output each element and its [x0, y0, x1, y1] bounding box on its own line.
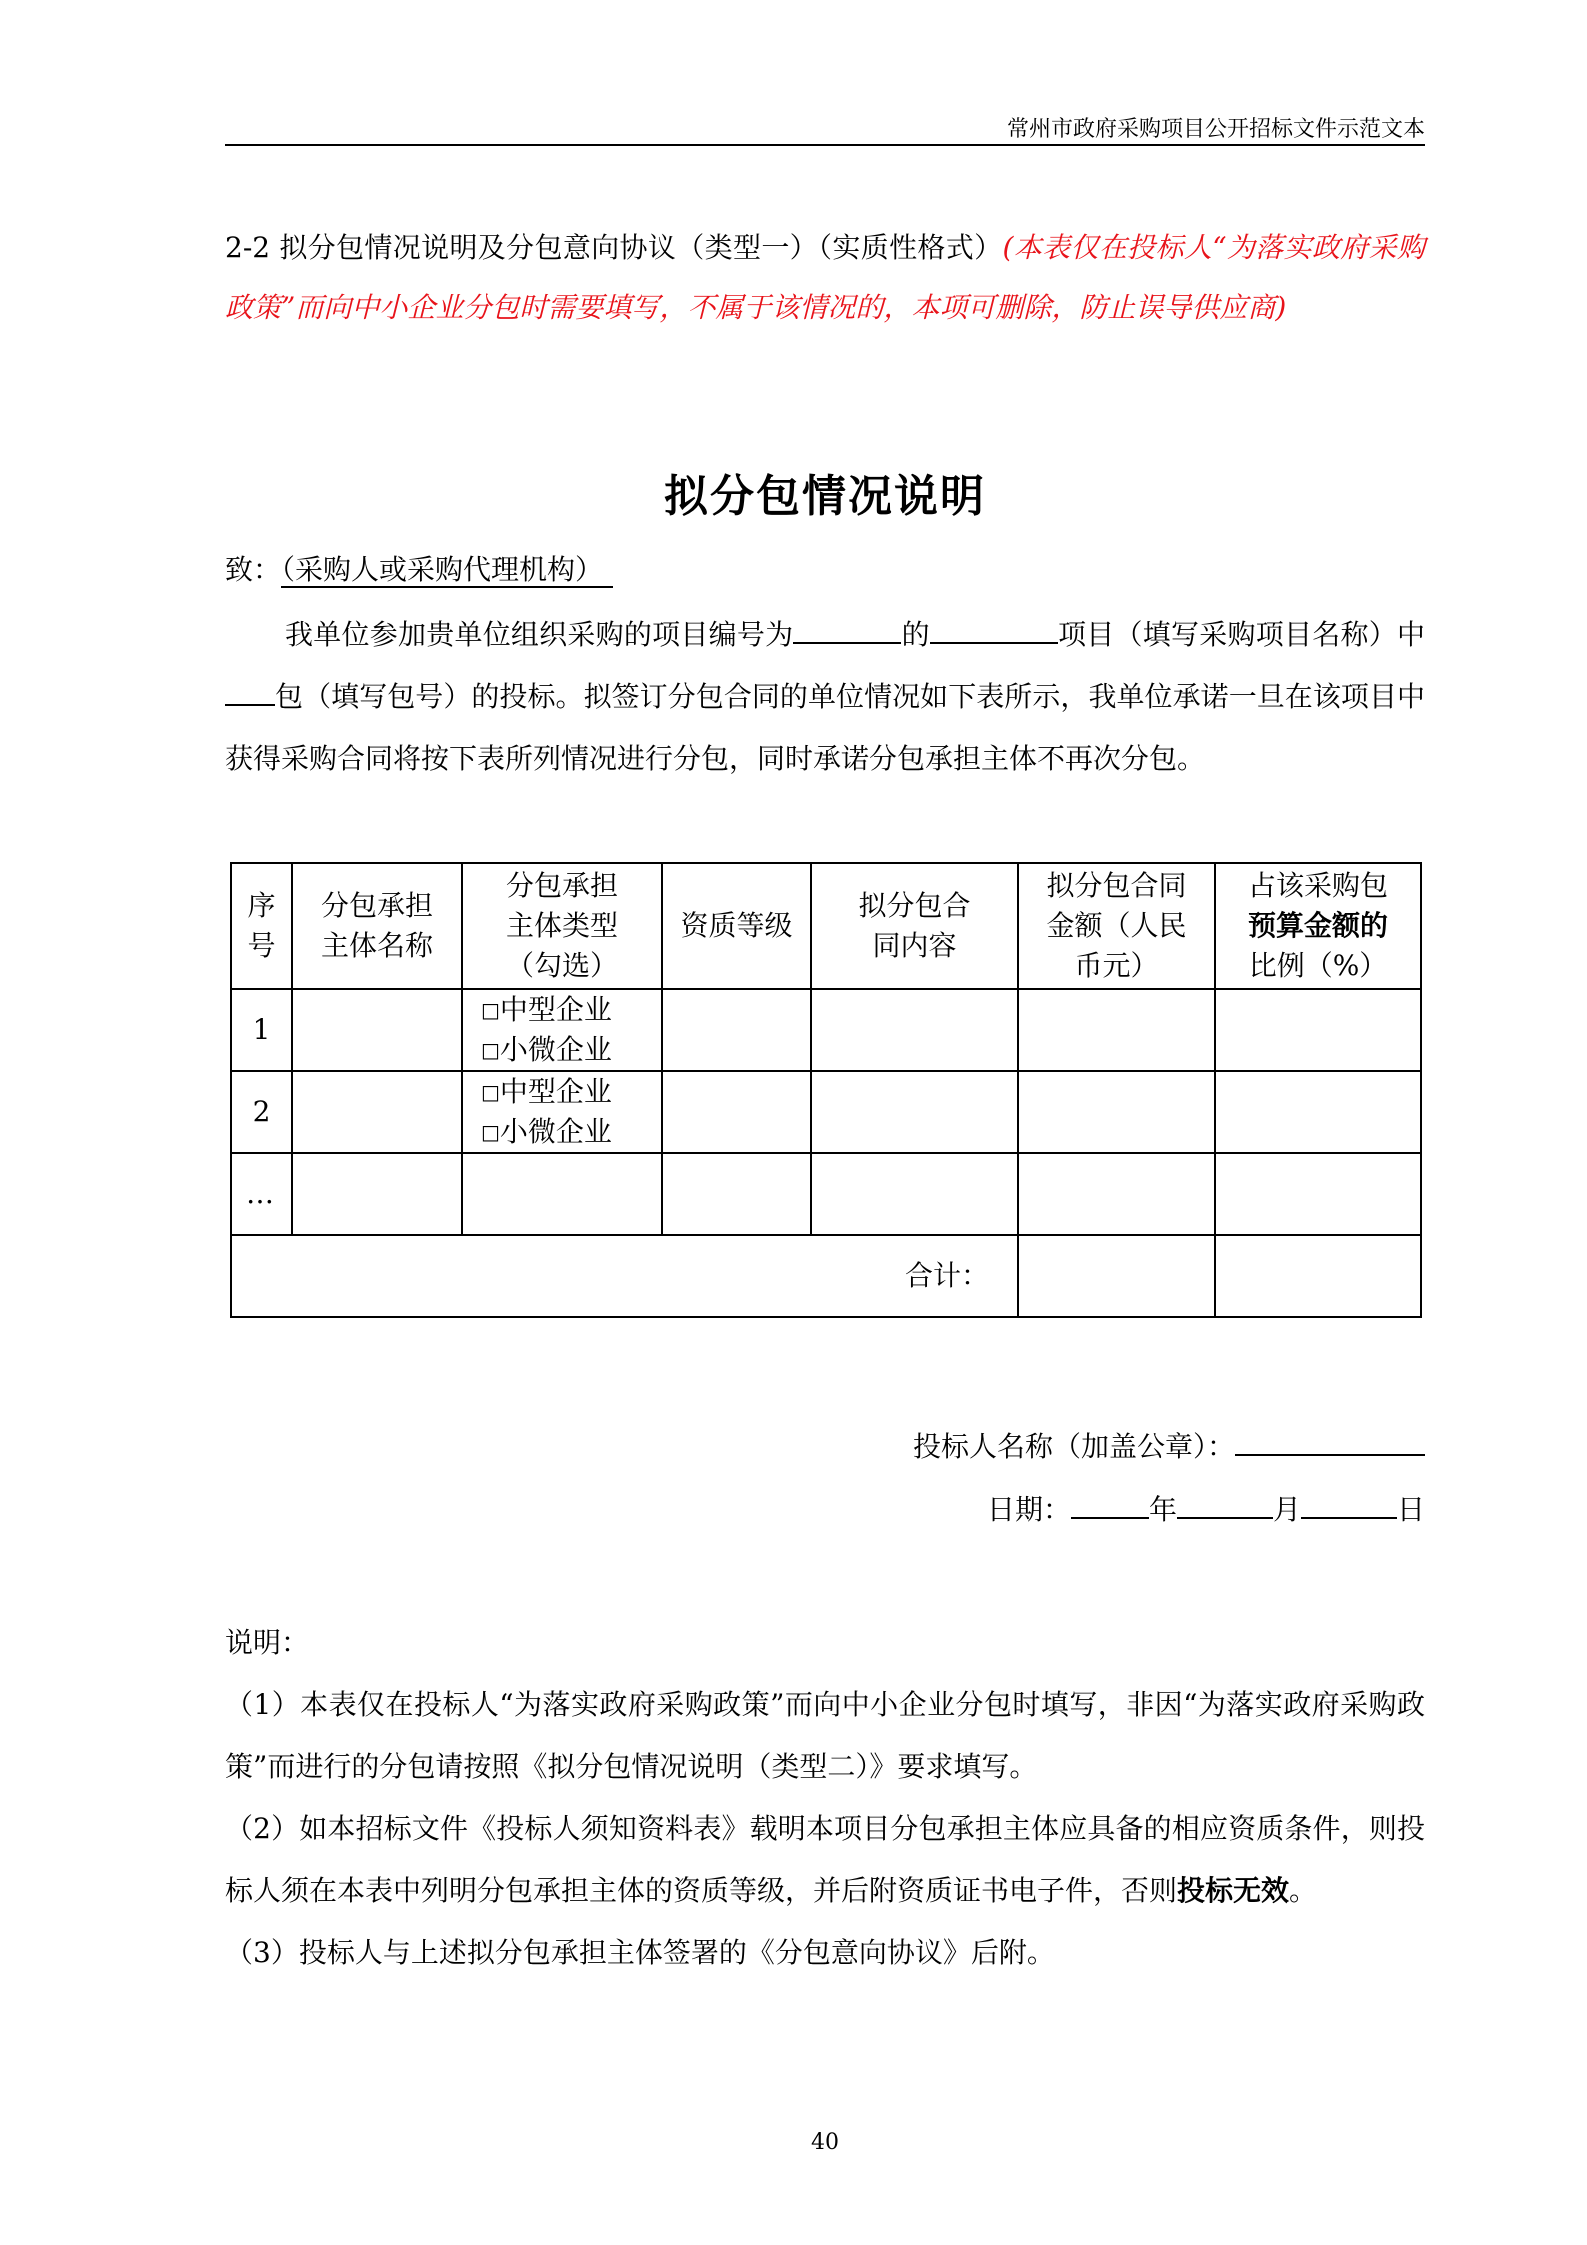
budget-ratio-cell[interactable]	[1215, 1071, 1421, 1153]
table-header-row	[231, 863, 1421, 989]
body-paragraph	[225, 604, 1425, 790]
body-text-1: 我单位参加贵单位组织采购的项目编号为	[285, 618, 794, 651]
header-rule	[225, 144, 1425, 146]
option-small[interactable]	[481, 1112, 657, 1152]
month-blank[interactable]	[1177, 1489, 1273, 1519]
total-label: 合计：	[231, 1235, 1018, 1317]
year-label: 年	[1148, 1493, 1177, 1526]
qualification-cell[interactable]	[662, 1071, 811, 1153]
note-2-bold: 投标无效	[1177, 1874, 1290, 1907]
addressee-recipient: （采购人或采购代理机构）	[281, 553, 613, 588]
sub-name-cell[interactable]	[292, 1071, 462, 1153]
row-number: …	[231, 1153, 292, 1235]
checkbox-icon[interactable]: □	[481, 1038, 500, 1062]
budget-ratio-cell[interactable]	[1215, 989, 1421, 1071]
budget-ratio-cell[interactable]	[1215, 1153, 1421, 1235]
header-sub-type-text: 分包承担主体类型（勾选）	[505, 869, 618, 982]
body-text-3: 项目（填写采购项目名称）中	[1057, 618, 1425, 651]
date-line	[225, 1488, 1425, 1532]
page-number: 40	[811, 2130, 839, 2155]
project-number-blank[interactable]	[793, 614, 901, 644]
contract-content-cell[interactable]	[811, 989, 1018, 1071]
option-small-label: 小微企业	[499, 1115, 612, 1148]
date-label: 日期：	[986, 1493, 1071, 1526]
note-2-end: 。	[1289, 1874, 1318, 1907]
contract-amount-cell[interactable]	[1018, 1071, 1215, 1153]
total-amount-cell[interactable]	[1018, 1235, 1215, 1317]
header-budget-ratio-line2: 预算金额的	[1247, 909, 1388, 942]
contract-content-cell[interactable]	[811, 1153, 1018, 1235]
bidder-name-blank[interactable]	[1235, 1426, 1425, 1456]
table-row	[231, 1071, 1421, 1153]
notes-section	[225, 1612, 1425, 1984]
sub-type-cell	[462, 1071, 662, 1153]
header-budget-ratio	[1215, 863, 1421, 989]
sub-name-cell[interactable]	[292, 989, 462, 1071]
package-number-blank[interactable]	[225, 676, 275, 706]
header-sub-name	[292, 863, 462, 989]
note-3: （3）投标人与上述拟分包承担主体签署的《分包意向协议》后附。	[225, 1936, 1055, 1969]
contract-content-cell[interactable]	[811, 1071, 1018, 1153]
section-note: (本表仅在投标人“为落实政府采购政策”而向中小企业分包时需要填写，不属于该情况的，本项可删除，防止误导供应商)	[225, 231, 1425, 324]
header-contract-amount	[1018, 863, 1215, 989]
header-contract-content-text: 拟分包合同内容	[858, 889, 971, 962]
header-contract-amount-text: 拟分包合同金额（人民币元）	[1046, 869, 1187, 982]
sub-type-cell[interactable]	[462, 1153, 662, 1235]
option-small-label: 小微企业	[499, 1033, 612, 1066]
option-small[interactable]	[481, 1030, 657, 1070]
option-medium-label: 中型企业	[499, 1075, 612, 1108]
note-2	[225, 1798, 1425, 1922]
checkbox-icon[interactable]: □	[481, 998, 500, 1022]
section-heading	[225, 218, 1425, 338]
month-label: 月	[1272, 1493, 1301, 1526]
contract-amount-cell[interactable]	[1018, 989, 1215, 1071]
qualification-cell[interactable]	[662, 989, 811, 1071]
table-row	[231, 1153, 1421, 1235]
contract-amount-cell[interactable]	[1018, 1153, 1215, 1235]
bidder-name-label: 投标人名称（加盖公章）：	[912, 1430, 1235, 1463]
subcontract-table	[230, 862, 1422, 1318]
running-header: 常州市政府采购项目公开招标文件示范文本	[1006, 117, 1425, 142]
note-2-text: （2）如本招标文件《投标人须知资料表》载明本项目分包承担主体应具备的相应资质条件，则投标人须在本表中列明分包承担主体的资质等级，并后附资质证书电子件，否则	[225, 1812, 1425, 1907]
table-row	[231, 989, 1421, 1071]
row-number: 1	[231, 989, 292, 1071]
addressee-prefix: 致：	[225, 553, 282, 586]
day-blank[interactable]	[1301, 1489, 1397, 1519]
header-serial-text: 序号	[247, 889, 276, 962]
body-text-2: 的	[901, 618, 930, 651]
header-sub-name-text: 分包承担主体名称	[320, 889, 433, 962]
project-name-blank[interactable]	[930, 614, 1058, 644]
option-medium[interactable]	[481, 1072, 657, 1112]
addressee	[225, 548, 613, 592]
checkbox-icon[interactable]: □	[481, 1120, 500, 1144]
note-1: （1）本表仅在投标人“为落实政府采购政策”而向中小企业分包时填写，非因“为落实政府采购政策”而进行的分包请按照《拟分包情况说明（类型二）》要求填写。	[225, 1688, 1425, 1783]
sub-name-cell[interactable]	[292, 1153, 462, 1235]
header-budget-ratio-line1: 占该采购包	[1247, 869, 1388, 902]
header-sub-type	[462, 863, 662, 989]
header-contract-content	[811, 863, 1018, 989]
bidder-signature-line	[225, 1425, 1425, 1469]
day-label: 日	[1396, 1493, 1425, 1526]
body-text-4: 包（填写包号）的投标。拟签订分包合同的单位情况如下表所示，我单位承诺一旦在该项目中获得采购合同将按下表所列情况进行分包，同时承诺分包承担主体不再次分包。	[225, 680, 1425, 775]
sub-type-cell	[462, 989, 662, 1071]
year-blank[interactable]	[1071, 1489, 1149, 1519]
total-row	[231, 1235, 1421, 1317]
section-heading-text: 2-2 拟分包情况说明及分包意向协议（类型一）（实质性格式）	[225, 231, 1003, 264]
option-medium-label: 中型企业	[499, 993, 612, 1026]
header-budget-ratio-line3: 比例（%）	[1248, 949, 1388, 982]
option-medium[interactable]	[481, 990, 657, 1030]
document-title: 拟分包情况说明	[664, 471, 986, 522]
total-ratio-cell[interactable]	[1215, 1235, 1421, 1317]
qualification-cell[interactable]	[662, 1153, 811, 1235]
header-qualification: 资质等级	[662, 863, 811, 989]
row-number: 2	[231, 1071, 292, 1153]
header-serial	[231, 863, 292, 989]
notes-heading: 说明：	[225, 1626, 310, 1659]
checkbox-icon[interactable]: □	[481, 1080, 500, 1104]
